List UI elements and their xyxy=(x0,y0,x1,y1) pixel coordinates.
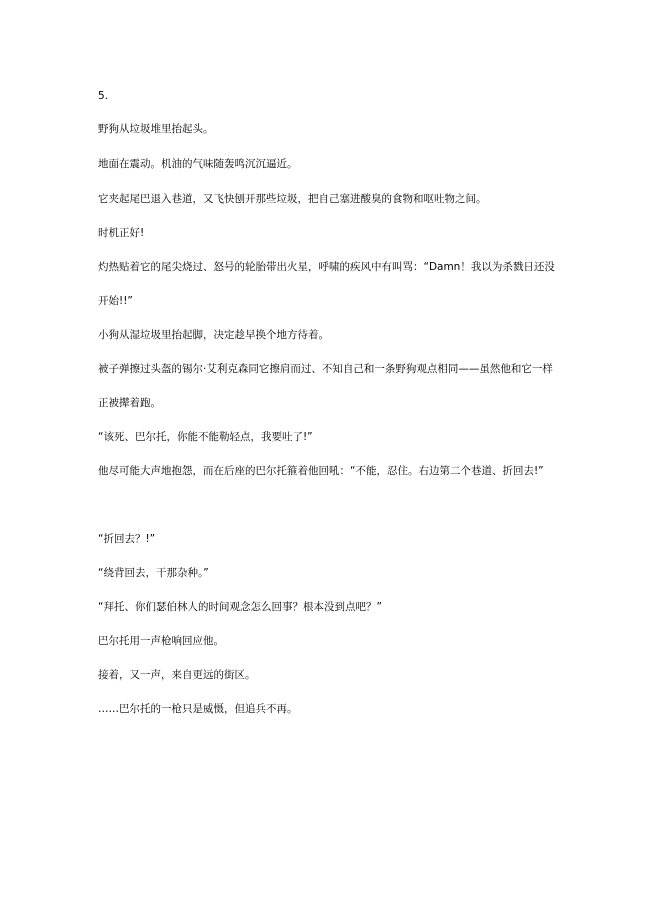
paragraph: “拜托、你们瑟伯林人的时间观念怎么回事？根本没到点吧？” xyxy=(98,601,382,613)
paragraph: 地面在震动。机油的气味随轰鸣沉沉逼近。 xyxy=(98,158,298,170)
paragraph: 巴尔托用一声枪响回应他。 xyxy=(98,635,224,647)
paragraph: “该死、巴尔托，你能不能勒轻点，我要吐了!” xyxy=(98,431,313,443)
paragraph: “折回去？!” xyxy=(98,533,156,545)
paragraph: “绕背回去，干那杂种。” xyxy=(98,567,209,579)
paragraph: 它夹起尾巴退入巷道，又飞快刨开那些垃圾，把自己塞进酸臭的食物和呕吐物之间。 xyxy=(98,193,487,205)
paragraph: 时机正好! xyxy=(98,227,145,239)
paragraph: 野狗从垃圾堆里抬起头。 xyxy=(98,123,214,135)
section-heading: 5. xyxy=(98,90,109,102)
paragraph: 被子弹擦过头盔的锡尔·艾利克森同它擦肩而过、不知自己和一条野狗观点相同——虽然他和它一样正被撵着跑。 xyxy=(98,363,553,409)
paragraph: 灼热贴着它的尾尖烧过、怒号的轮胎带出火星，呼啸的疾风中有叫骂：“Damn！我以为杀戮日还没开始!!” xyxy=(98,261,555,307)
paragraph: 接着，又一声，来自更远的街区。 xyxy=(98,669,256,681)
paragraph: 他尽可能大声地抱怨，而在后座的巴尔托箍着他回吼：“不能，忍住。右边第二个巷道、折回去!” xyxy=(98,465,544,477)
paragraph: ……巴尔托的一枪只是威慑，但追兵不再。 xyxy=(98,703,298,715)
paragraph: 小狗从湿垃圾里抬起脚，决定趁早换个地方待着。 xyxy=(98,329,329,341)
